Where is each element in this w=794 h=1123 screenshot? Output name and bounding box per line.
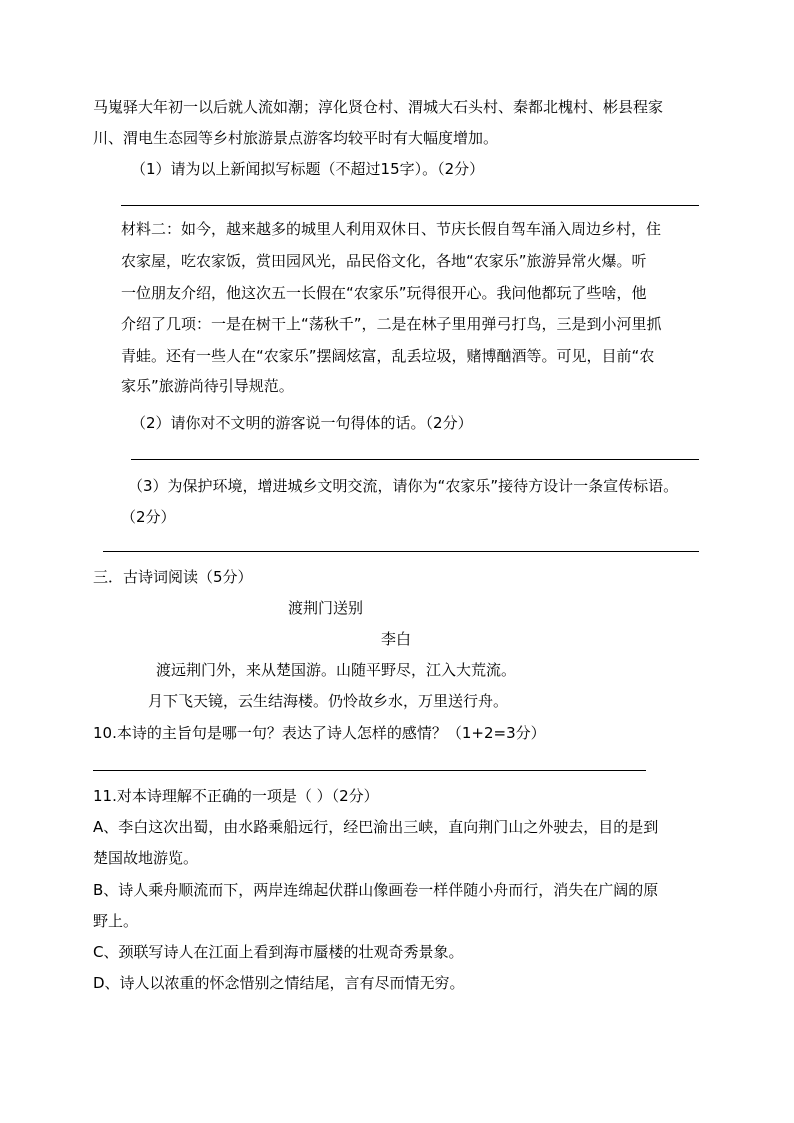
option-c: C、颈联写诗人在江面上看到海市蜃楼的壮观奇秀景象。 xyxy=(93,943,464,961)
poem-line: 渡远荆门外，来从楚国游。山随平野尽，江入大荒流。 xyxy=(156,661,517,679)
option-a-cont: 楚国故地游览。 xyxy=(93,849,199,867)
news-text-line: 马嵬驿大年初一以后就人流如潮；淳化贤仓村、渭城大石头村、秦都北槐村、彬县程家 xyxy=(93,98,664,116)
question-3: （3）为保护环境，增进城乡文明交流，请你为“农家乐”接待方设计一条宣传标语。 xyxy=(128,477,679,495)
section-heading: 三．古诗词阅读（5分） xyxy=(93,568,253,586)
news-text-line: 川、渭电生态园等乡村旅游景点游客均较平时有大幅度增加。 xyxy=(93,129,499,147)
material2-line: 材料二：如今，越来越多的城里人利用双休日、节庆长假自驾车涌入周边乡村，住 xyxy=(121,220,662,238)
answer-line-q1[interactable] xyxy=(121,205,699,206)
question-3-score: （2分） xyxy=(121,508,176,526)
question-2: （2）请你对不文明的游客说一句得体的话。（2分） xyxy=(131,414,473,432)
answer-line-q2[interactable] xyxy=(131,459,699,460)
question-10: 10.本诗的主旨句是哪一句？表达了诗人怎样的感情？（1+2=3分） xyxy=(93,724,546,742)
option-a: A、李白这次出蜀，由水路乘船远行，经巴渝出三峡，直向荆门山之外驶去，目的是到 xyxy=(93,818,659,836)
option-b: B、诗人乘舟顺流而下，两岸连绵起伏群山像画卷一样伴随小舟而行，消失在广阔的原 xyxy=(93,881,659,899)
poem-title: 渡荆门送别 xyxy=(288,599,364,617)
material2-line: 一位朋友介绍，他这次五一长假在“农家乐”玩得很开心。我问他都玩了些啥，他 xyxy=(121,284,647,302)
answer-line-q10[interactable] xyxy=(93,770,646,771)
material2-line: 青蛙。还有一些人在“农家乐”摆阔炫富，乱丢垃圾，赌博酗酒等。可见，目前“农 xyxy=(121,347,655,365)
poem-line: 月下飞天镜，云生结海楼。仍怜故乡水，万里送行舟。 xyxy=(148,692,509,710)
material2-line: 介绍了几项：一是在树干上“荡秋千”，二是在林子里用弹弓打鸟，三是到小河里抓 xyxy=(121,315,662,333)
question-1: （1）请为以上新闻拟写标题（不超过15字）。（2分） xyxy=(131,160,485,178)
material2-line: 家乐”旅游尚待引导规范。 xyxy=(121,377,294,395)
answer-line-q3[interactable] xyxy=(103,551,699,552)
material2-line: 农家屋，吃农家饭，赏田园风光，品民俗文化，各地“农家乐”旅游异常火爆。听 xyxy=(121,252,647,270)
option-b-cont: 野上。 xyxy=(93,912,139,930)
question-11: 11.对本诗理解不正确的一项是（ ）（2分） xyxy=(93,787,379,805)
option-d: D、诗人以浓重的怀念惜别之情结尾，言有尽而情无穷。 xyxy=(93,974,465,992)
poem-author: 李白 xyxy=(381,630,412,648)
